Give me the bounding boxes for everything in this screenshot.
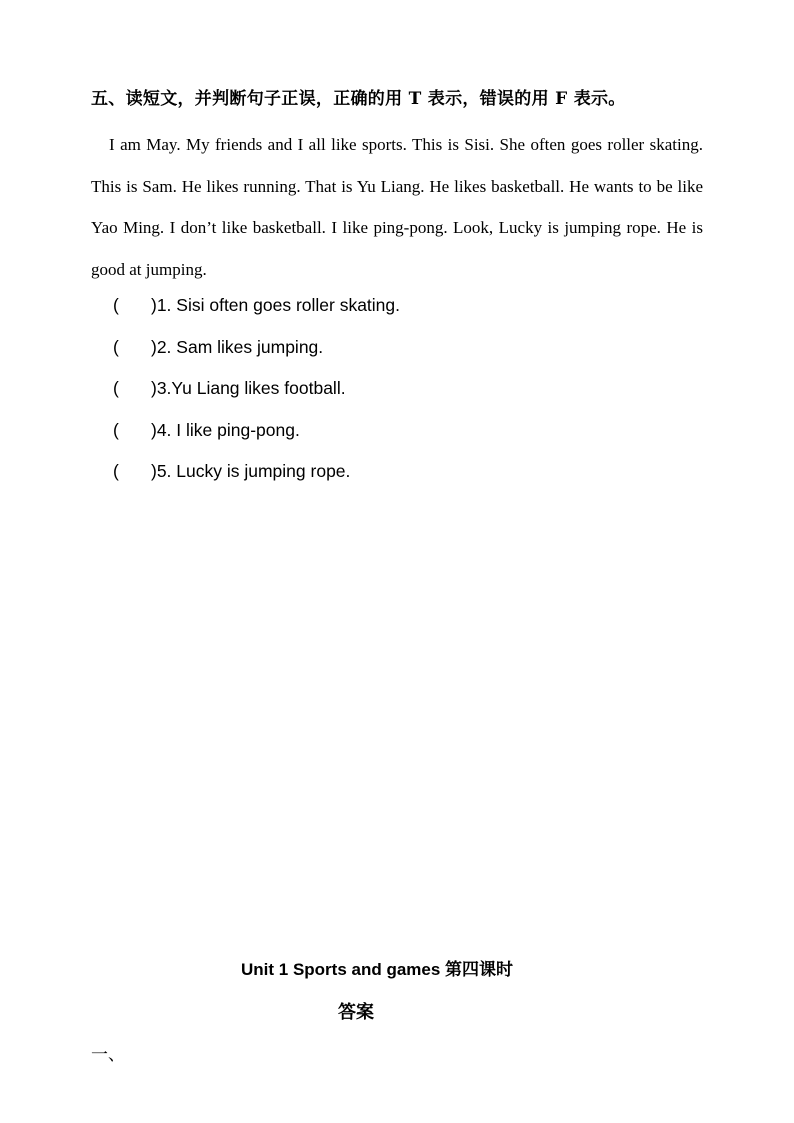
question-item-4 <box>113 415 400 457</box>
answer-key-unit-title: Unit 1 Sports and games 第四课时 <box>241 960 514 979</box>
true-false-question-list <box>113 290 400 498</box>
answer-blank-open-paren: ( <box>113 461 119 481</box>
question-text: )1. Sisi often goes roller skating. <box>151 295 401 315</box>
answer-blank-open-paren: ( <box>113 295 119 315</box>
answer-section-one-label: 一、 <box>91 1045 125 1065</box>
answer-blank-open-paren: ( <box>113 419 119 440</box>
answer-key-label: 答案 <box>338 1002 374 1023</box>
question-item-2 <box>113 332 400 374</box>
question-text: )2. Sam likes jumping. <box>151 336 324 357</box>
question-item-3 <box>113 373 400 415</box>
question-item-5 <box>113 456 400 498</box>
question-text: )4. I like ping-pong. <box>151 419 300 440</box>
answer-blank-open-paren: ( <box>113 336 119 357</box>
question-text: )5. Lucky is jumping rope. <box>151 461 351 481</box>
question-item-1 <box>113 290 400 332</box>
reading-passage: I am May. My friends and I all like sports. This is Sisi. She often goes roller skating. This is Sam. He likes running. That is Yu Liang. He likes basketball. He wants to be like Yao Ming. I don’t like basketball. I like ping-pong. Look, Lucky is jumping rope. He is good at jumping. <box>91 135 703 279</box>
section-five-heading: 五、读短文，并判断句子正误，正确的用 T 表示，错误的用 F 表示。 <box>91 89 626 109</box>
question-text: )3.Yu Liang likes football. <box>151 378 346 398</box>
answer-blank-open-paren: ( <box>113 378 119 398</box>
